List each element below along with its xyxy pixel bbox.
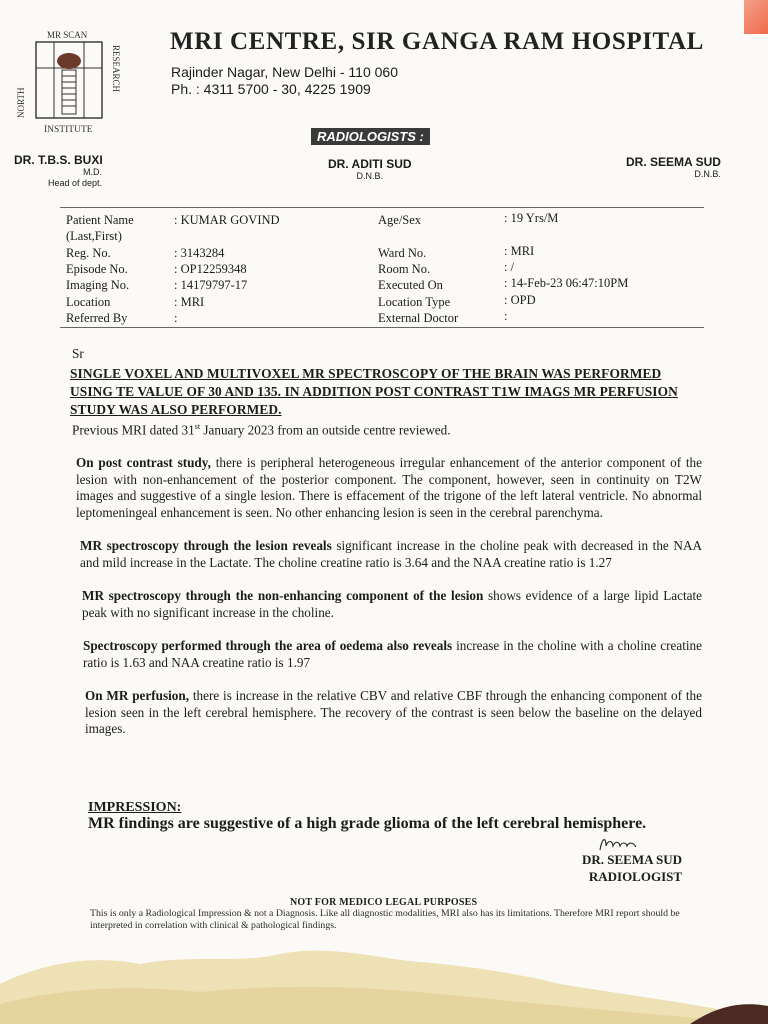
signatory-name: DR. SEEMA SUD xyxy=(582,852,683,867)
logo-bottom-text: INSTITUTE xyxy=(44,125,93,135)
doctor-name: DR. T.B.S. BUXI xyxy=(14,153,103,167)
footer-disclaimer-note: This is only a Radiological Impression & not a Diagnosis. Like all diagnostic modalities, MRI also has its limitations. Therefore MRI report should be interpreted in correlation with clinical & pathological findings. xyxy=(90,908,680,931)
label-external-doctor: External Doctor xyxy=(378,311,459,325)
signatory-block xyxy=(582,851,682,885)
value-age-sex: : 19 Yrs/M xyxy=(504,211,559,225)
label-reg-no: Reg. No. xyxy=(66,246,111,260)
label-location: Location xyxy=(66,295,111,309)
hospital-address xyxy=(171,64,398,98)
value-referred-by: : xyxy=(174,311,178,325)
value-imaging-no: : 14179797-17 xyxy=(174,278,248,292)
finding-text: there is peripheral heterogeneous irregular enhancement of the anterior component of the lesion with non-enhancement of the posterior component. The component, however, seen in continuity on T2W images and suggestive of a single lesion. There is effacement of the trigone of the left lateral ventricle. No abnormal leptomeningeal enhancement is seen. No other enhancing lesion is seen in the cerebral parenchyma. xyxy=(76,455,702,520)
phone-line: Ph. : 4311 5700 - 30, 4225 1909 xyxy=(171,81,371,97)
value-reg-no: : 3143284 xyxy=(174,246,225,260)
finding-text: significant increase in the choline peak with decreased in the NAA and mild increase in the Lactate. The choline creatine ratio is 3.64 and the NAA creatine ratio is 1.27 xyxy=(80,538,702,570)
label-ward-no: Ward No. xyxy=(378,246,427,260)
value-ward-no: : MRI xyxy=(504,244,535,258)
value-episode-no: : OP12259348 xyxy=(174,262,247,276)
signatory-title: RADIOLOGIST xyxy=(588,869,683,884)
impression-heading: IMPRESSION: xyxy=(88,800,182,815)
value-patient-name: : KUMAR GOVIND xyxy=(174,213,280,227)
finding-lead: On post contrast study, xyxy=(76,455,211,471)
value-location-type: : OPD xyxy=(504,293,536,307)
footer-disclaimer-heading: NOT FOR MEDICO LEGAL PURPOSES xyxy=(290,897,478,908)
value-executed-on: : 14-Feb-23 06:47:10PM xyxy=(504,276,629,290)
logo-right-text: RESEARCH xyxy=(111,45,121,93)
doctor-qualification: D.N.B. xyxy=(356,171,384,181)
value-room-no: : / xyxy=(504,260,515,274)
label-last-first: (Last,First) xyxy=(66,229,122,243)
divider-top xyxy=(60,207,704,208)
finding-paragraph xyxy=(80,538,702,571)
logo-left-text: NORTH xyxy=(16,87,26,118)
finding-paragraph xyxy=(76,455,702,521)
finding-text: increase in the choline with a choline creatine ratio is 1.63 and NAA creatine ratio is 1.97 xyxy=(83,638,703,670)
finding-paragraph xyxy=(85,688,702,738)
doctor-name: DR. SEEMA SUD xyxy=(626,155,721,169)
doctor-name: DR. ADITI SUD xyxy=(328,157,412,171)
finding-text: shows evidence of a large lipid Lactate peak with no significant increase in the choline. xyxy=(82,588,702,620)
finding-text: there is increase in the relative CBV and relative CBF through the enhancing component of the lesion seen in the left cerebral hemisphere. The recovery of the contrast is seen below the baseline on the delayed images. xyxy=(85,688,702,737)
label-room-no: Room No. xyxy=(378,262,431,276)
label-episode-no: Episode No. xyxy=(66,262,128,276)
label-referred-by: Referred By xyxy=(66,311,128,325)
salutation: Sr xyxy=(72,346,84,361)
report-body xyxy=(72,346,702,738)
value-location: : MRI xyxy=(174,295,205,309)
label-patient-name: Patient Name xyxy=(66,213,134,227)
previous-mri-note xyxy=(72,419,702,439)
finding-lead: Spectroscopy performed through the area of oedema also reveals xyxy=(83,638,453,654)
corner-color-stain xyxy=(744,0,768,34)
label-location-type: Location Type xyxy=(378,295,451,309)
finding-lead: MR spectroscopy through the non-enhancing component of the lesion xyxy=(82,588,484,604)
doctor-role: Head of dept. xyxy=(48,178,103,188)
finding-lead: On MR perfusion, xyxy=(85,688,190,704)
finding-paragraph xyxy=(83,638,702,671)
impression-text: MR findings are suggestive of a high grade glioma of the left cerebral hemisphere. xyxy=(88,815,647,832)
ordinal-suffix: st xyxy=(194,421,201,431)
doctor-qualification: D.N.B. xyxy=(694,169,721,179)
radiologists-badge: RADIOLOGISTS : xyxy=(311,128,430,145)
page-stain xyxy=(0,924,768,1024)
doctor-aditi-sud xyxy=(328,157,412,182)
doctor-seema-sud xyxy=(626,155,721,180)
label-imaging-no: Imaging No. xyxy=(66,278,130,292)
previous-mri-text-end: January 2023 from an outside centre reviewed. xyxy=(200,421,451,437)
report-title: SINGLE VOXEL AND MULTIVOXEL MR SPECTROSCOPY OF THE BRAIN WAS PERFORMED USING TE VALUE OF 30 AND 135. IN ADDITION POST CONTRAST T1W IMAGS MR PERFUSION STUDY WAS ALSO PERFORMED. xyxy=(70,365,678,417)
address-line: Rajinder Nagar, New Delhi - 110 060 xyxy=(171,64,398,80)
label-executed-on: Executed On xyxy=(378,278,443,292)
finding-lead: MR spectroscopy through the lesion reveals xyxy=(80,538,332,554)
divider-bottom xyxy=(60,327,704,328)
institute-logo xyxy=(14,28,124,138)
doctor-qualification: M.D. xyxy=(83,167,103,177)
hospital-title: MRI CENTRE, SIR GANGA RAM HOSPITAL xyxy=(170,28,704,55)
previous-mri-text: Previous MRI dated 31 xyxy=(72,421,195,437)
logo-top-text: MR SCAN xyxy=(47,30,88,40)
label-age-sex: Age/Sex xyxy=(378,213,422,227)
doctor-buxi xyxy=(14,153,116,189)
value-external-doctor: : xyxy=(504,309,508,323)
finding-paragraph xyxy=(82,588,702,621)
